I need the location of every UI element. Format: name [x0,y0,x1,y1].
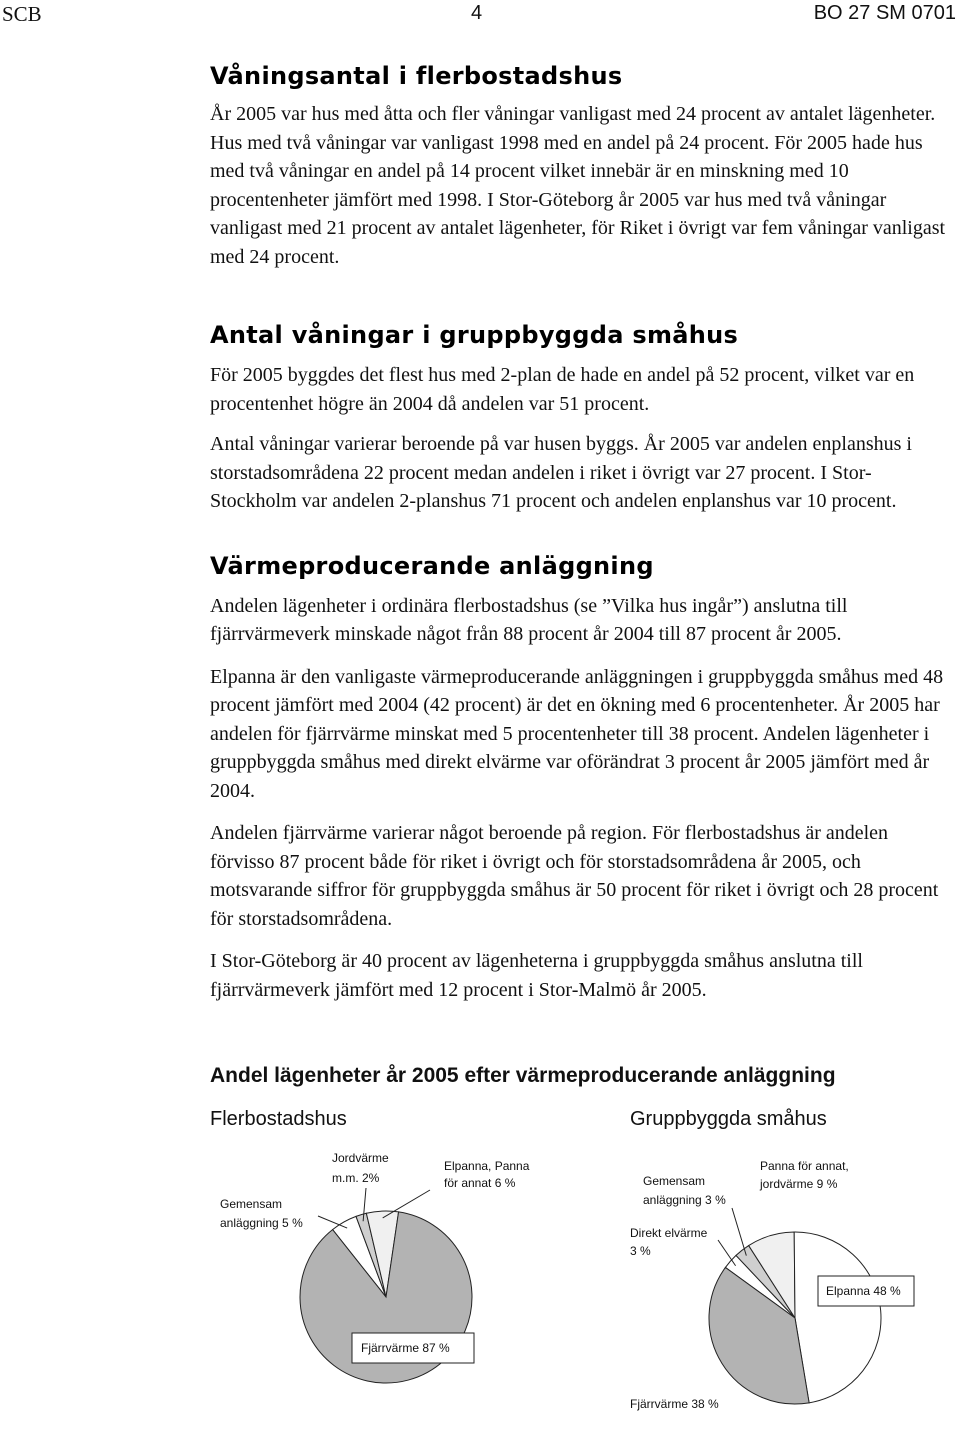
pie-slice-label: Direkt elvärme 3 % [630,1226,708,1258]
page-number: 4 [471,2,483,24]
pie-slice-label: Fjärrvärme 38 % [630,1397,719,1411]
paragraph: Antal våningar varierar beroende på var husen byggs. År 2005 var andelen enplanshus i storstadsområdena 22 procent medan andelen i riket i övrigt var 27 procent. I Stor-Stockholm var andelen 2-planshus 71 procent och andelen enplanshus var 10 procent. [210,433,912,512]
chart-subtitle-flerbostadshus: Flerbostadshus [210,1108,347,1130]
pie-slice-label: Panna för annat, jordvärme 9 % [760,1159,849,1191]
section-heading: Våningsantal i flerbostadshus [210,62,623,90]
chart-subtitle-gruppbyggda: Gruppbyggda småhus [630,1108,827,1130]
header-publication-id: BO 27 SM 0701 [813,2,956,24]
header-organization: SCB [2,2,42,26]
section-heading: Antal våningar i gruppbyggda småhus [210,321,739,349]
paragraph: Elpanna är den vanligaste värmeproducerande anläggningen i gruppbyggda småhus med 48 procent jämfört med 2004 (42 procent) är det en ökning med 6 procentenheter. År 2005 har andelen för fjärrvärme minskat med 5 procentenheter till 38 procent. Andelen lägenheter i gruppbyggda småhus med direkt elvärme var oförändrat 3 procent år 2005 jämfört med år 2004. [210,665,944,802]
paragraph: I Stor-Göteborg är 40 procent av lägenheterna i gruppbyggda småhus anslutna till fjärrvärmeverk jämfört med 12 procent i Stor-Malmö år 2005. [210,950,863,1001]
pie-leader-line [718,1240,736,1266]
paragraph: År 2005 var hus med åtta och fler våningar vanligast med 24 procent av antalet lägenheter. Hus med två våningar var vanligast 1998 med en andel på 24 procent. För 2005 hade hus med två våningar en andel på 14 procent vilket innebär är en minskning med 10 procentenheter jämfört med 1998. I Stor-Göteborg år 2005 var hus med två våningar vanligast med 21 procent av antalet lägenheter, för Riket i övrigt var fem våningar vanligast med 24 procent. [210,103,946,268]
chart-title: Andel lägenheter år 2005 efter värmeproducerande anläggning [210,1064,836,1087]
paragraph: För 2005 byggdes det flest hus med 2-plan de hade en andel på 52 procent, vilket var en procentenhet högre än 2004 då andelen var 51 procent. [210,364,915,415]
pie-slice-label: Jordvärme m.m. 2% [332,1151,389,1185]
pie-slice-label: Elpanna 48 % [826,1284,901,1298]
pie-leader-line [318,1216,347,1228]
pie-slice-label: Gemensam anläggning 5 % [220,1197,303,1230]
pie-leader-line [732,1208,746,1256]
section-heading: Värmeproducerande anläggning [210,551,654,580]
pie-slice [794,1232,881,1403]
paragraph: Andelen fjärrvärme varierar något beroende på region. För flerbostadshus är andelen förvisso 87 procent både för riket i övrigt och för storstadsområdena år 2005, och motsvarande siffror för gruppbyggda småhus är 50 procent för riket i övrigt och 28 procent för storstadsområdena. [210,822,939,930]
pie-slice-label: Elpanna, Panna för annat 6 % [444,1159,530,1190]
paragraph: Andelen lägenheter i ordinära flerbostadshus (se ”Vilka hus ingår”) anslutna till fjärrvärmeverk minskade något från 88 procent år 2004 till 87 procent år 2005. [210,594,848,645]
pie-slice-label: Gemensam anläggning 3 % [643,1174,726,1207]
pie-slice-label: Fjärrvärme 87 % [361,1341,450,1355]
